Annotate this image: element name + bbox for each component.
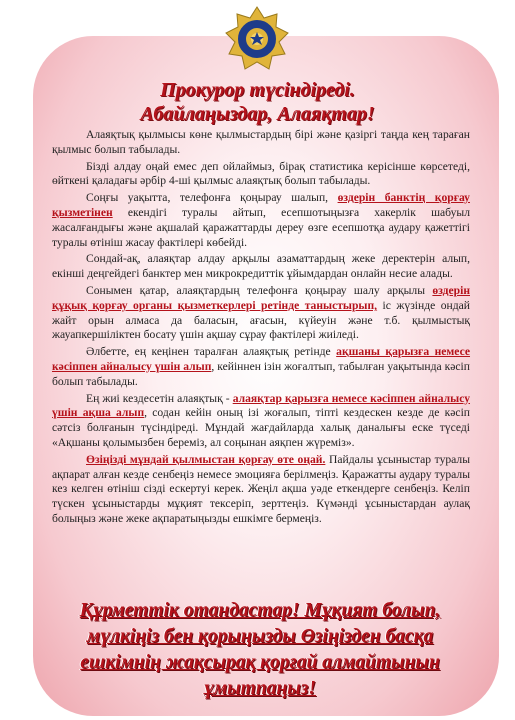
paragraph bbox=[52, 284, 470, 343]
text-run: Әлбетте, ең кеңінен таралған алаяқтық ретінде bbox=[86, 345, 337, 359]
closing-appeal: Құрметтік отандастар! Мұқият болып, мүлкіңіз бен қорыңызды Өзіңізден басқа ешкімнің жақсырақ қорғай алмайтынын ұмытпаңыз! bbox=[79, 600, 441, 699]
highlighted-phrase: Өзіңізді мұндай қылмыстан қорғау өте оңай. bbox=[86, 452, 326, 466]
paragraph bbox=[52, 453, 470, 527]
highlighted-phrase: өздерін құқық қорғау органы қызметкерлері ретінде таныстырып, bbox=[52, 283, 470, 312]
text-run: Пайдалы ұсыныстар туралы ақпарат алған кезде сенбеңіз немесе эмоцияға берілмеңіз. Қаражатты аудару туралы кез келген өтініш сізді ескертуі керек. Жеңіл ақша уәде еткендерге сенбеңіз. Келіп түскен ұсыныстарды мұқият тексеріп, зерттеңіз. Күмәнді ұсыныстардан аулақ болыңыз және жеке ақпаратыңызды ешкімге бермеңіз. bbox=[52, 452, 470, 525]
paragraph bbox=[52, 191, 470, 250]
article-body bbox=[52, 128, 470, 529]
highlighted-phrase: алаяқтар қарызға немесе кәсіппен айналысу үшін ақша алып bbox=[52, 391, 470, 420]
text-run: Бізді алдау оңай емес деп ойлаймыз, бірақ статистика керісінше көрсетеді, өйткені қаладағы әрбір 4-ші қылмыс алаяқтық болып табылады. bbox=[52, 159, 470, 188]
text-run: іс жүзінде ондай жайт орын алмаса да баласын, ағасын, күйеуін және т.б. қылмыстық жауапкершіліктен босату үшін ақшау сұрау фактілері жиіледі. bbox=[52, 298, 470, 342]
page-subtitle: Абайлаңыздар, Алаяқтар! bbox=[140, 103, 375, 125]
text-run: Сонымен қатар, алаяқтардың телефонға қоңырау шалу арқылы bbox=[86, 283, 433, 297]
text-run: , кейіннен ізін жоғалтып, табылған уақытында кәсіп болып табылады. bbox=[52, 359, 470, 388]
prosecutor-emblem-icon bbox=[224, 6, 290, 72]
text-run: екендігі туралы айтып, есепшотыңызға хакерлік шабуыл жасалғандығы және ақшалай қаражаттарды дереу өзге есепшотқа аудару қажеттігі туралы өтініш жасау фактілері көбейді. bbox=[52, 205, 470, 249]
text-run: Сондай-ақ, алаяқтар алдау арқылы азаматтардың жеке деректерін алып, екінші деңгейдегі банктер мен микрокредиттік ұйымдардан онлайн несие алады. bbox=[52, 252, 470, 281]
paragraph bbox=[52, 160, 470, 190]
paragraph bbox=[52, 392, 470, 451]
text-run: , содан кейін оның ізі жоғалып, тіпті кездескен кезде де кәсіп сәтсіз болғанын түсіндіреді. Мұндай жағдайларда халық даналығы еске түседі «Ақшаны қолымызбен береміз, ал соңынан аяқпен жүреміз». bbox=[52, 406, 470, 449]
highlighted-phrase: өздерін банктің қорғау қызметінен bbox=[52, 191, 470, 219]
paragraph bbox=[52, 128, 470, 158]
paragraph bbox=[52, 252, 470, 282]
highlighted-phrase: ақшаны қарызға немесе кәсіппен айналысу үшін алып bbox=[52, 345, 471, 373]
page-title: Прокурор түсіндіреді. bbox=[160, 79, 355, 101]
text-run: Алаяқтық қылмысы көне қылмыстардың бірі және қазіргі таңда кең тараған қылмыс болып табылады. bbox=[52, 128, 470, 156]
text-run: Ең жиі кездесетін алаяқтық - bbox=[86, 391, 233, 405]
paragraph bbox=[52, 345, 470, 389]
text-run: Соңғы уақытта, телефонға қоңырау шалып, bbox=[86, 191, 338, 205]
